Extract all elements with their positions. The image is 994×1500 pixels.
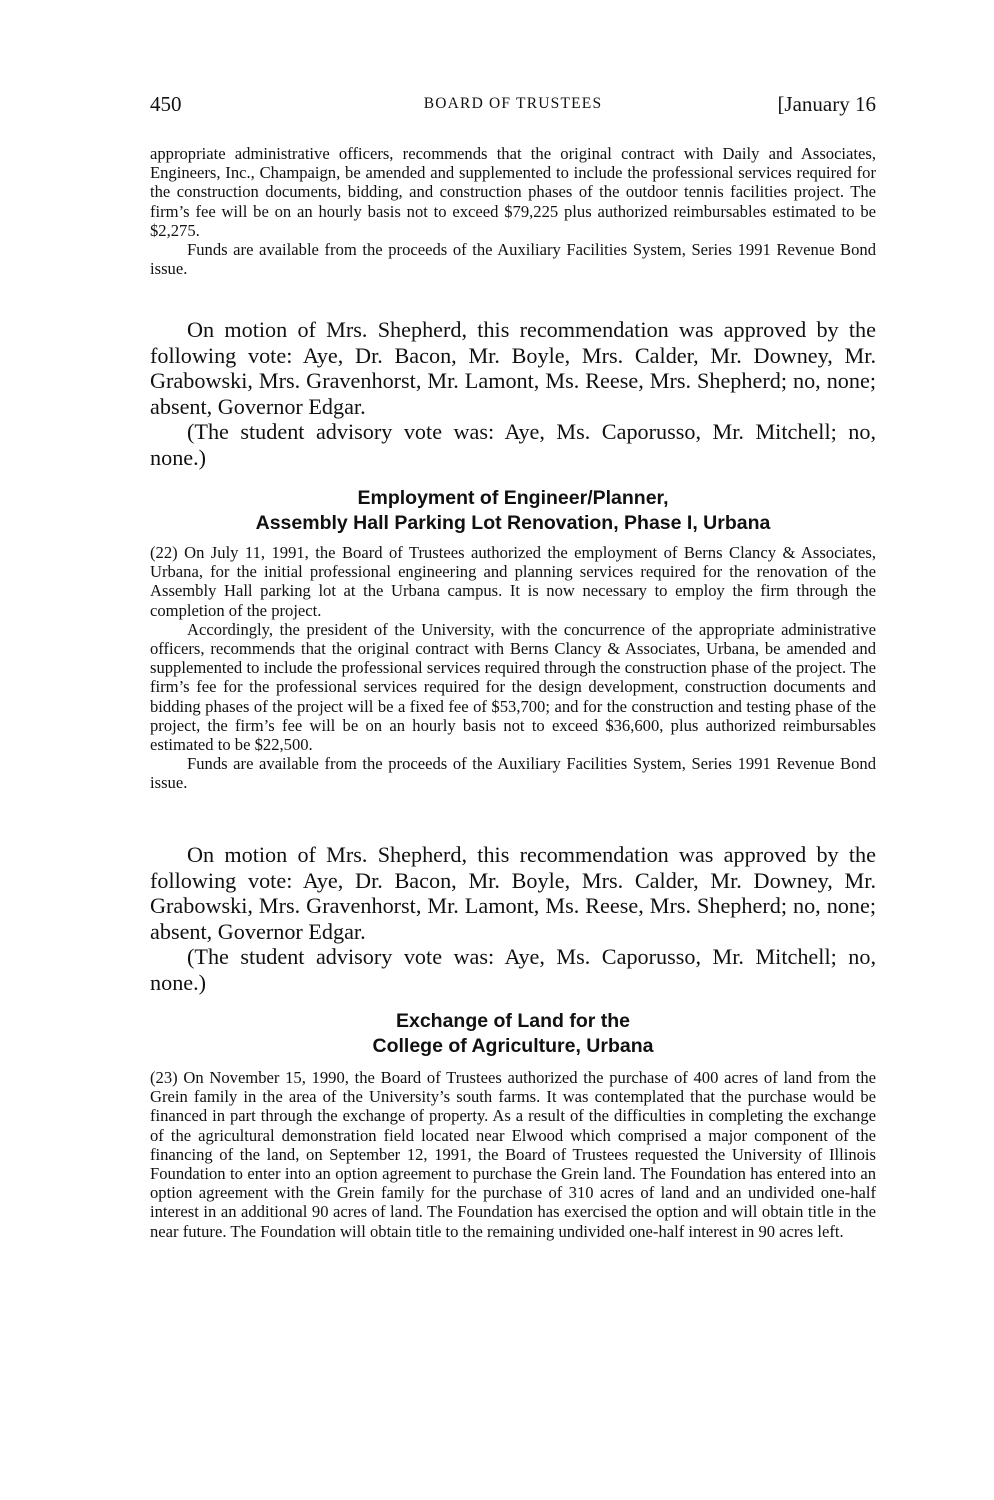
motion-paragraph: On motion of Mrs. Shepherd, this recommendation was approved by the following vote: Aye, Dr. Bacon, Mr. Boyle, Mrs. Calder, Mr. Downey, Mr. Grabowski, Mrs. Gravenhorst, Mr. Lamont, Ms. Reese, Mrs. Shepherd; no, none; absent, Governor Edgar. [150, 317, 876, 419]
paragraph: Funds are available from the proceeds of the Auxiliary Facilities System, Series 1991 Revenue Bond issue. [150, 754, 876, 793]
paragraph: (23) On November 15, 1990, the Board of Trustees authorized the purchase of 400 acres of land from the Grein family in the area of the University’s south farms. It was contemplated that the purchase would be financed in part through the exchange of property. As a result of the difficulties in completing the exchange of the agricultural demonstration field located near Elwood which comprised a major component of the financing of the land, on September 12, 1991, the Board of Trustees requested the University of Illinois Foundation to enter into an option agreement to purchase the Grein land. The Foundation has entered into an option agreement with the Grein family for the purchase of 310 acres of land and an undivided one-half interest in an additional 90 acres of land. The Foundation has exercised the option and will obtain title in the near future. The Foundation will obtain title to the remaining undivided one-half interest in 90 acres left. [150, 1068, 876, 1241]
page-number: 450 [150, 92, 182, 116]
section-22-motion [150, 842, 876, 996]
heading-line: Assembly Hall Parking Lot Renovation, Phase I, Urbana [255, 512, 771, 534]
student-vote-paragraph: (The student advisory vote was: Aye, Ms. Caporusso, Mr. Mitchell; no, none.) [150, 419, 876, 470]
student-vote-paragraph: (The student advisory vote was: Aye, Ms. Caporusso, Mr. Mitchell; no, none.) [150, 944, 876, 995]
running-title: BOARD OF TRUSTEES [423, 95, 603, 112]
section-heading-23 [150, 1009, 876, 1059]
section-22-text [150, 543, 876, 793]
paragraph: appropriate administrative officers, recommends that the original contract with Daily and Associates, Engineers, Inc., Champaign, be amended and supplemented to include the professional services required for the construction documents, bidding, and construction phases of the outdoor tennis facilities project. The firm’s fee will be on an hourly basis not to exceed $79,225 plus authorized reimbursables estimated to be $2,275. [150, 144, 876, 240]
header-date: [January 16 [777, 92, 876, 116]
heading-line: Exchange of Land for the [395, 1010, 631, 1032]
heading-line: College of Agriculture, Urbana [372, 1035, 654, 1057]
heading-line: Employment of Engineer/Planner, [357, 487, 669, 509]
running-header [150, 92, 876, 122]
section-heading-22 [150, 486, 876, 536]
paragraph: (22) On July 11, 1991, the Board of Trustees authorized the employment of Berns Clancy & Associates, Urbana, for the initial professional engineering and planning services required for the renovation of the Assembly Hall parking lot at the Urbana campus. It is now necessary to employ the firm through the completion of the project. [150, 543, 876, 620]
motion-paragraph: On motion of Mrs. Shepherd, this recommendation was approved by the following vote: Aye, Dr. Bacon, Mr. Boyle, Mrs. Calder, Mr. Downey, Mr. Grabowski, Mrs. Gravenhorst, Mr. Lamont, Ms. Reese, Mrs. Shepherd; no, none; absent, Governor Edgar. [150, 842, 876, 944]
intro-motion [150, 317, 876, 471]
paragraph: Accordingly, the president of the University, with the concurrence of the appropriate administrative officers, recommends that the original contract with Berns Clancy & Associates, Urbana, be amended and supplemented to include the professional services required through the construction phase of the project. The firm’s fee for the professional services required for the design development, construction documents and bidding phases of the project will be a fixed fee of $53,700; and for the construction and testing phase of the project, the firm’s fee will be on an hourly basis not to exceed $36,600, plus authorized reimbursables estimated to be $22,500. [150, 619, 876, 755]
paragraph: Funds are available from the proceeds of the Auxiliary Facilities System, Series 1991 Revenue Bond issue. [150, 240, 876, 279]
section-23-text [150, 1068, 876, 1241]
intro-text [150, 144, 876, 278]
